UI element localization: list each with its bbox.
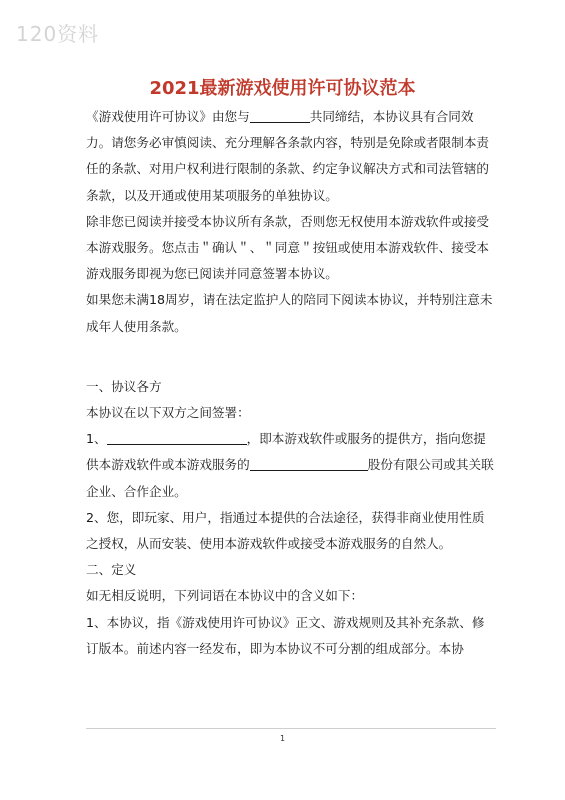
provider-blank-line: [107, 430, 247, 445]
section-heading-parties: 一、协议各方: [86, 378, 162, 394]
company-blank-line: [250, 456, 368, 471]
intro-text-before-blank: 《游戏使用许可协议》由您与: [86, 109, 250, 124]
paragraph-acceptance: 除非您已阅读并接受本协议所有条款，否则您无权使用本游戏软件或接受本游戏服务。您点击＂确认＂、＂同意＂按钮或使用本游戏软件、接受本游戏服务即视为您已阅读并同意签署本协议。: [86, 213, 489, 282]
page-number: 1: [279, 734, 286, 743]
section-heading-definitions: 二、定义: [86, 562, 137, 578]
definition-item-1: 1、本协议，指《游戏使用许可协议》正文、游戏规则及其补充条款、修订版本。前述内容一经发布，即为本协议不可分割的组成部分。本协: [86, 614, 485, 656]
party-item-provider: [86, 426, 496, 505]
document-title: 2021最新游戏使用许可协议范本: [149, 78, 416, 99]
section-intro-parties: 本协议在以下双方之间签署：: [86, 405, 250, 421]
paragraph-gap: [86, 340, 496, 374]
item-middle: ，即本游戏软件或服务的提供方，指向您提供本游戏软件或本游戏服务的: [86, 431, 486, 473]
section-intro-definitions: 如无相反说明，下列词语在本协议中的含义如下：: [86, 588, 364, 604]
intro-text-after-blank: 共同缔结，本协议具有合同效力。请您务必审慎阅读、充分理解各条款内容，特别是免除或者限制本责任的条款、对用户权利进行限制的条款、约定争议解决方式和司法管辖的条款，以及开通或使用某项服务的单独协议。: [86, 109, 489, 203]
item-prefix: 1、: [86, 431, 107, 447]
paragraph-minors: 如果您未满18周岁，请在法定监护人的陪同下阅读本协议，并特别注意未成年人使用条款。: [86, 292, 493, 334]
party-blank-line: [250, 108, 310, 123]
item-suffix: 股份有限公司或其关联企业、合作企业。: [86, 457, 494, 499]
footer-divider: [86, 728, 496, 729]
watermark-text: 120资料: [16, 22, 100, 46]
paragraph-intro: [86, 104, 496, 209]
party-item-user: 2、您，即玩家、用户，指通过本提供的合法途径，获得非商业使用性质之授权，从而安装、使用本游戏软件或接受本游戏服务的自然人。: [86, 509, 485, 552]
document-body: [86, 104, 496, 662]
